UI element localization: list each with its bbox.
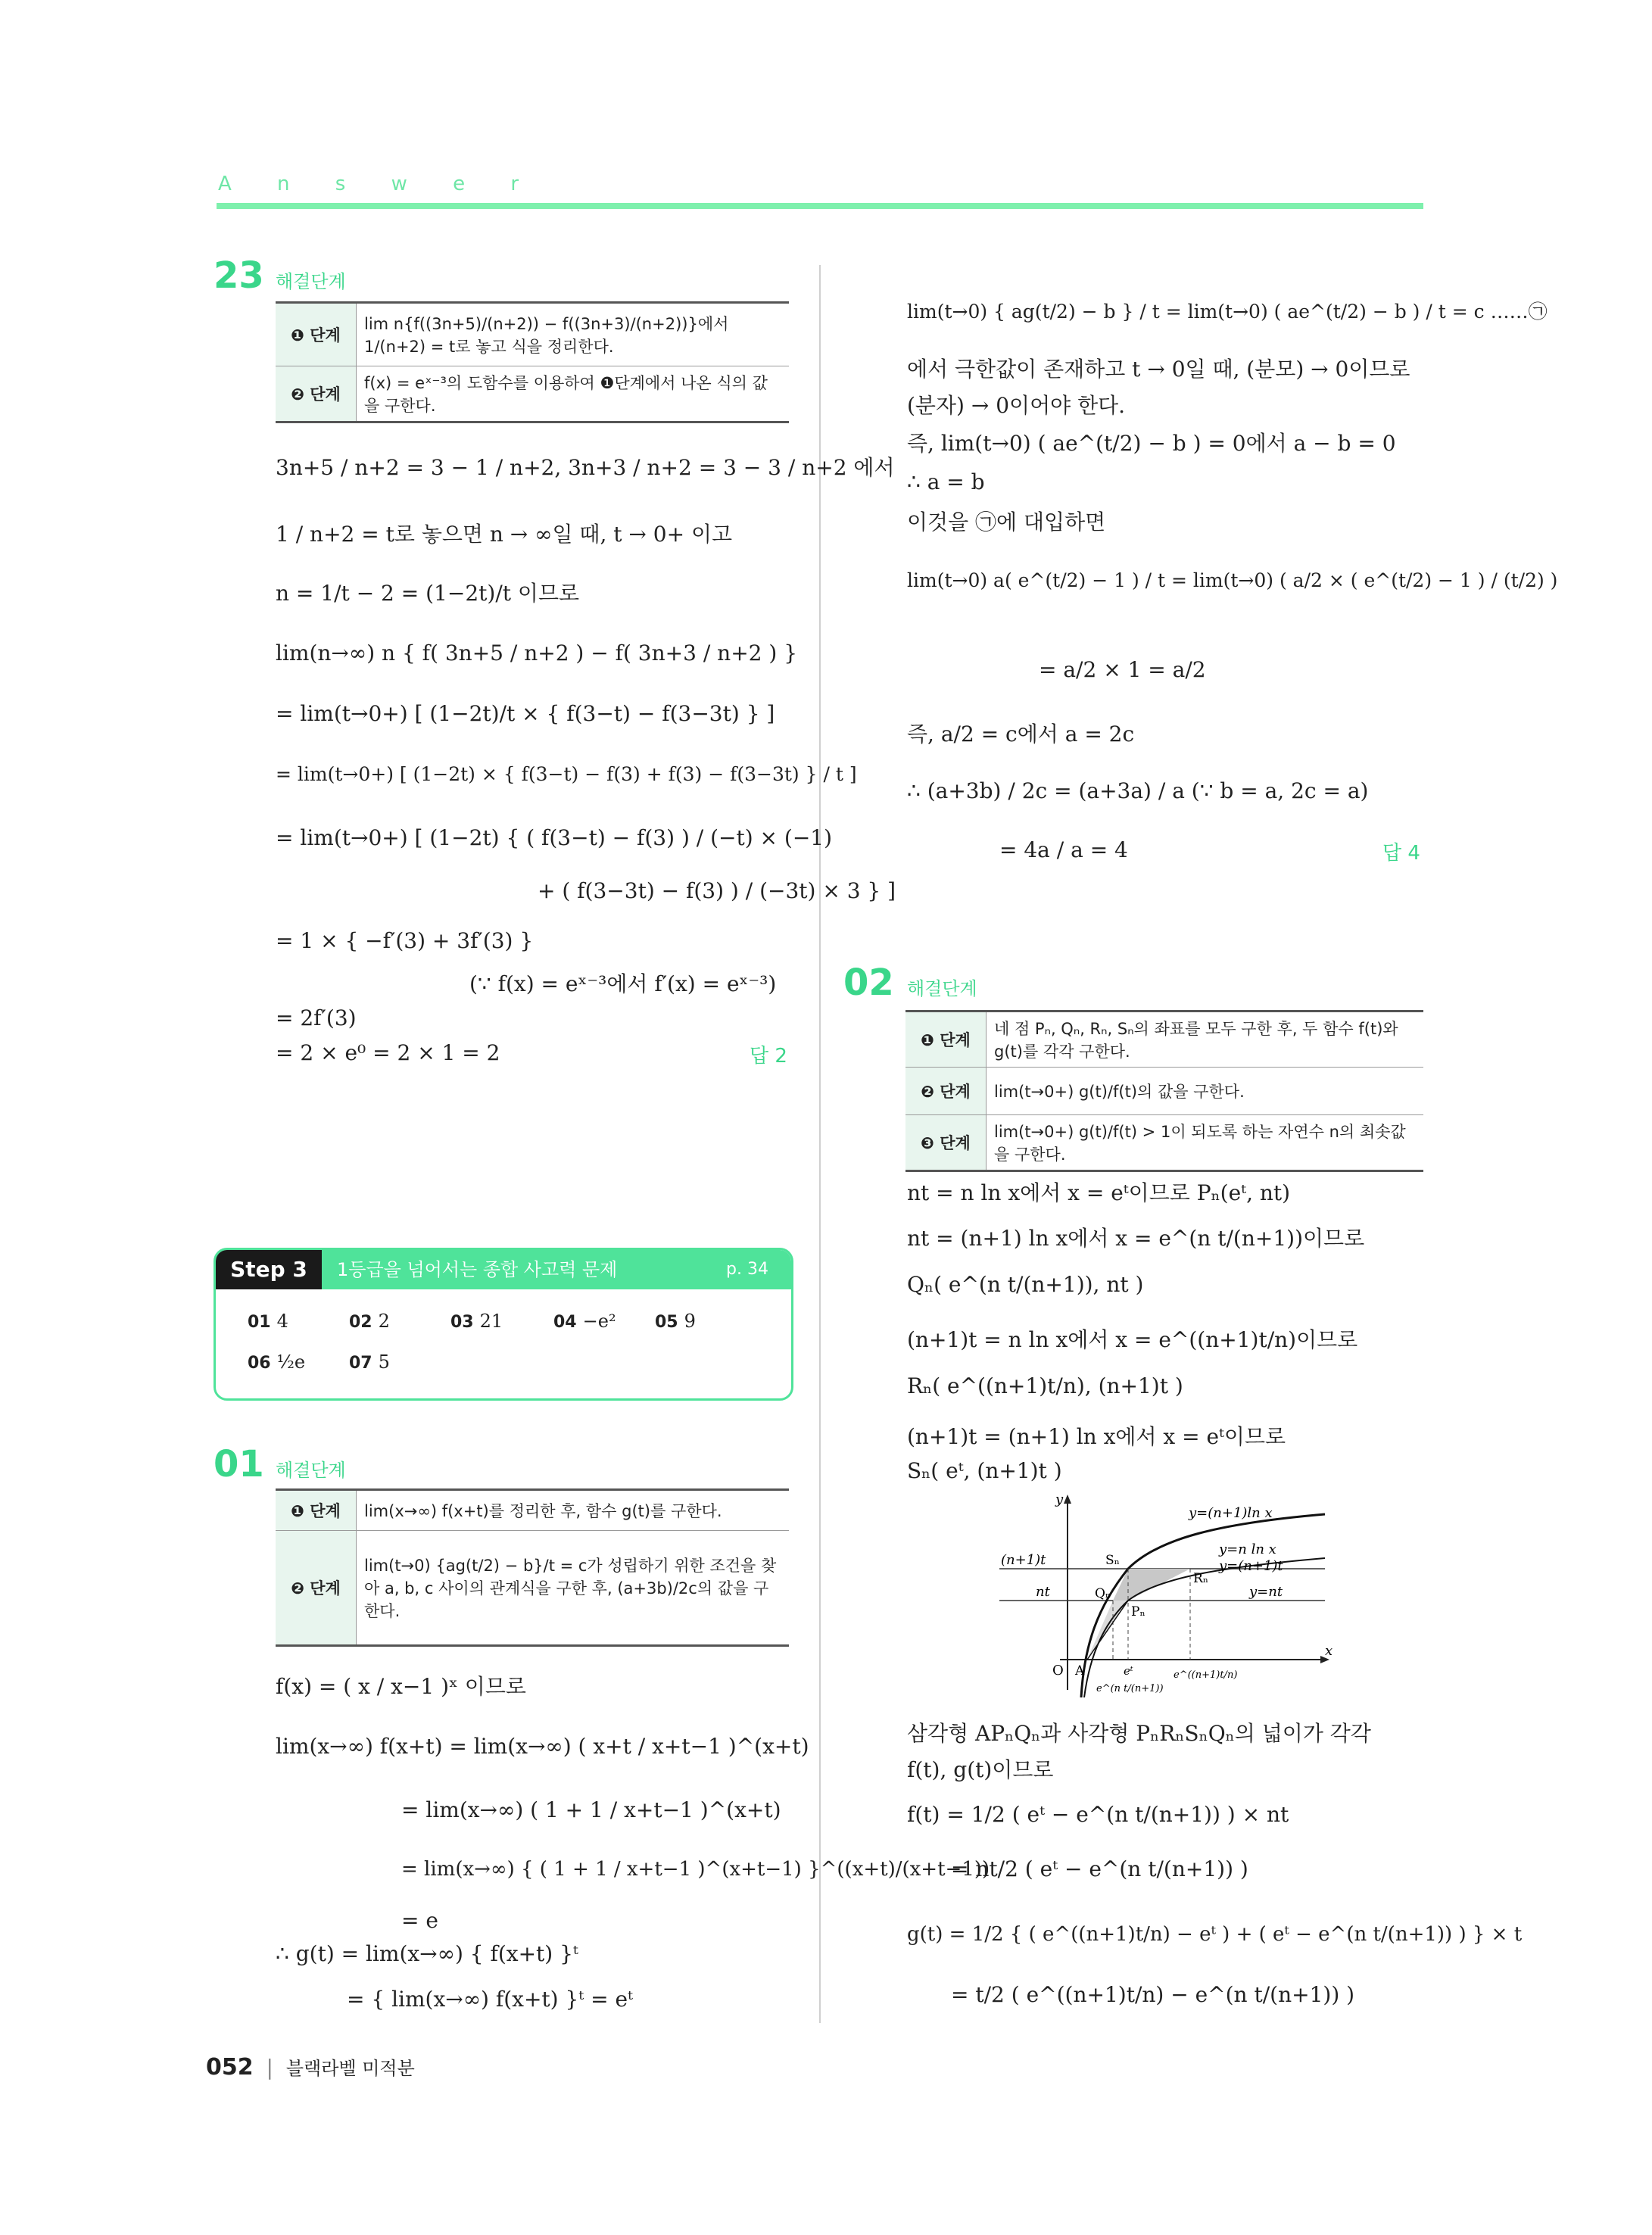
- q02-line-4: (n+1)t = n ln x에서 x = e^((n+1)t/n)이므로: [907, 1327, 1358, 1352]
- step-label: ❶ 단계: [276, 1490, 357, 1531]
- step-label: ❶ 단계: [905, 1012, 987, 1068]
- q23-line-1: 3n+5 / n+2 = 3 − 1 / n+2, 3n+3 / n+2 = 3 − 3 / n+2 에서: [276, 455, 895, 480]
- step-label: ❷ 단계: [276, 366, 357, 422]
- solution-steps-heading: 해결단계: [276, 1460, 346, 1481]
- page-number: 052: [206, 2054, 254, 2081]
- q23-step-row-1: [276, 303, 789, 366]
- answer-value: 5: [378, 1351, 390, 1373]
- q01-right-line-2: 에서 극한값이 존재하고 t → 0일 때, (분모) → 0이므로: [907, 357, 1410, 382]
- quick-answer-03: [450, 1311, 503, 1332]
- q23-line-3: n = 1/t − 2 = (1−2t)/t 이므로: [276, 581, 580, 606]
- step3-answer-box: [214, 1248, 793, 1401]
- q01-step-row-1: [276, 1490, 789, 1531]
- q23-line-11: = 2f′(3): [276, 1005, 357, 1030]
- q23-line-8: + ( f(3−3t) − f(3) ) / (−3t) × 3 } ]: [538, 878, 896, 903]
- q23-line-12: = 2 × e⁰ = 2 × 1 = 2: [276, 1040, 500, 1065]
- q01-right-line-10: ∴ (a+3b) / 2c = (a+3a) / a (∵ b = a, 2c = a): [907, 778, 1369, 803]
- y-axis-arrow: [1064, 1495, 1071, 1504]
- q01-line-3: = lim(x→∞) ( 1 + 1 / x+t−1 )^(x+t): [401, 1797, 781, 1822]
- step-label: ❷ 단계: [276, 1531, 357, 1646]
- answer-value: 9: [684, 1311, 696, 1332]
- q01-line-6: ∴ g(t) = lim(x→∞) { f(x+t) }ᵗ: [276, 1941, 578, 1966]
- q02-line2-4: = nt/2 ( eᵗ − e^(n t/(n+1)) ): [951, 1856, 1248, 1881]
- curve2-label: y=n ln x: [1219, 1541, 1276, 1557]
- step-text: lim(x→∞) f(x+t)를 정리한 후, 함수 g(t)를 구한다.: [357, 1490, 790, 1531]
- question-number-23: 23: [214, 254, 264, 297]
- answer-number: 01: [248, 1313, 271, 1332]
- q01-right-line-5: ∴ a = b: [907, 469, 985, 494]
- step-label: ❷ 단계: [905, 1068, 987, 1115]
- solution-steps-heading: 해결단계: [276, 271, 346, 292]
- q23-line-9: = 1 × { −f′(3) + 3f′(3) }: [276, 928, 534, 953]
- q23-line-10: (∵ f(x) = eˣ⁻³에서 f′(x) = eˣ⁻³): [469, 971, 777, 996]
- answer-number: 05: [655, 1313, 678, 1332]
- step-text: lim(t→0+) g(t)/f(t) > 1이 되도록 하는 자연수 n의 최솟값을 구한다.: [987, 1115, 1424, 1171]
- header-word: A n s w e r: [218, 173, 539, 195]
- q02-line2-6: = t/2 ( e^((n+1)t/n) − e^(n t/(n+1)) ): [951, 1982, 1355, 2007]
- answer-value: ½e: [276, 1351, 306, 1373]
- x-tick-1: eᵗ: [1124, 1664, 1133, 1678]
- q01-right-line-1: lim(t→0) { ag(t/2) − b } / t = lim(t→0) ( ae^(t/2) − b ) / t = c ……㉠: [907, 301, 1548, 323]
- answer-value: 2: [378, 1311, 390, 1332]
- q01-line-5: = e: [401, 1908, 438, 1933]
- step-text: f(x) = eˣ⁻³의 도함수를 이용하여 ❶단계에서 나온 식의 값을 구한다.: [357, 366, 790, 422]
- q01-right-line-8: = a/2 × 1 = a/2: [1039, 657, 1206, 682]
- answer-number: 04: [553, 1313, 577, 1332]
- quick-answer-02: [349, 1311, 390, 1332]
- q23-answer: 답 2: [750, 1045, 787, 1068]
- q01-step-row-2: [276, 1531, 789, 1646]
- q23-steps-table: [276, 301, 789, 423]
- header-rule: [217, 203, 1423, 209]
- line2-label: y=nt: [1249, 1584, 1283, 1600]
- q02-step-row-1: [905, 1012, 1423, 1068]
- point-p-label: Pₙ: [1131, 1604, 1145, 1619]
- quick-answer-07: [349, 1351, 390, 1373]
- x-tick-3: e^((n+1)t/n): [1174, 1669, 1238, 1681]
- q02-line2-5: g(t) = 1/2 { ( e^((n+1)t/n) − eᵗ ) + ( eᵗ − e^(n t/(n+1)) ) } × t: [907, 1923, 1523, 1946]
- answer-number: 02: [349, 1313, 372, 1332]
- q01-right-line-3: (분자) → 0이어야 한다.: [907, 393, 1126, 418]
- question-number-01: 01: [214, 1443, 264, 1485]
- q01-line-7: = { lim(x→∞) f(x+t) }ᵗ = eᵗ: [347, 1987, 633, 2012]
- point-r-label: Rₙ: [1193, 1571, 1209, 1586]
- x-axis-label: x: [1325, 1643, 1333, 1659]
- quick-answer-05: [655, 1311, 696, 1332]
- answer-value: 21: [479, 1311, 503, 1332]
- q02-steps-table: [905, 1010, 1423, 1172]
- q01-right-line-4: 즉, lim(t→0) ( ae^(t/2) − b ) = 0에서 a − b = 0: [907, 431, 1396, 456]
- footer-separator: |: [266, 2055, 273, 2080]
- answer-number: 07: [349, 1354, 372, 1373]
- quick-answer-01: [248, 1311, 288, 1332]
- step-label: ❸ 단계: [905, 1115, 987, 1171]
- q01-right-line-7: lim(t→0) a( e^(t/2) − 1 ) / t = lim(t→0) ( a/2 × ( e^(t/2) − 1 ) / (t/2) ): [907, 569, 1558, 591]
- q02-line-3: Qₙ( e^(n t/(n+1)), nt ): [907, 1272, 1144, 1297]
- column-divider: [819, 265, 821, 2023]
- step3-tag: Step 3: [216, 1250, 322, 1289]
- q01-line-4: = lim(x→∞) { ( 1 + 1 / x+t−1 )^(x+t−1) }^((x+t)/(x+t−1)): [401, 1858, 990, 1881]
- q02-line-2: nt = (n+1) ln x에서 x = e^(n t/(n+1))이므로: [907, 1226, 1365, 1251]
- answer-number: 06: [248, 1354, 271, 1373]
- point-s-label: Sₙ: [1105, 1553, 1121, 1568]
- q23-line-6: = lim(t→0+) [ (1−2t) × { f(3−t) − f(3) + f(3) − f(3−3t) } / t ]: [276, 763, 857, 785]
- q01-right-line-11: = 4a / a = 4: [999, 837, 1128, 862]
- origin-label: O: [1052, 1663, 1064, 1679]
- q02-line-6: (n+1)t = (n+1) ln x에서 x = eᵗ이므로: [907, 1424, 1286, 1449]
- step-label: ❶ 단계: [276, 303, 357, 366]
- question-number-02: 02: [843, 962, 894, 1004]
- step-text: lim n{f((3n+5)/(n+2)) − f((3n+3)/(n+2))}에서 1/(n+2) = t로 놓고 식을 정리한다.: [357, 303, 790, 366]
- y-tick-1: (n+1)t: [1001, 1552, 1046, 1568]
- answer-value: 4: [276, 1311, 288, 1332]
- q02-step-row-3: [905, 1115, 1423, 1171]
- q02-line2-2: f(t), g(t)이므로: [907, 1757, 1054, 1782]
- q01-right-line-6: 이것을 ㉠에 대입하면: [907, 510, 1106, 535]
- q23-line-2: 1 / n+2 = t로 놓으면 n → ∞일 때, t → 0+ 이고: [276, 522, 733, 547]
- y-tick-2: nt: [1036, 1584, 1050, 1600]
- quick-answer-04: [553, 1311, 616, 1332]
- step-text: lim(t→0) {ag(t/2) − b}/t = c가 성립하기 위한 조건을 찾아 a, b, c 사이의 관계식을 구한 후, (a+3b)/2c의 값을 구한다.: [357, 1531, 790, 1646]
- page-footer: [206, 2053, 415, 2081]
- q01-line-1: f(x) = ( x / x−1 )ˣ 이므로: [276, 1674, 526, 1699]
- q02-line2-3: f(t) = 1/2 ( eᵗ − e^(n t/(n+1)) ) × nt: [907, 1802, 1289, 1827]
- q23-line-5: = lim(t→0+) [ (1−2t)/t × { f(3−t) − f(3−3t) } ]: [276, 701, 775, 726]
- q02-graph: [992, 1493, 1340, 1697]
- step3-title: 1등급을 넘어서는 종합 사고력 문제: [337, 1259, 618, 1280]
- q02-line2-1: 삼각형 APₙQₙ과 사각형 PₙRₙSₙQₙ의 넓이가 각각: [907, 1721, 1371, 1746]
- point-q-label: Qₙ: [1095, 1586, 1111, 1601]
- q02-line-1: nt = n ln x에서 x = eᵗ이므로 Pₙ(eᵗ, nt): [907, 1180, 1291, 1205]
- q23-line-4: lim(n→∞) n { f( 3n+5 / n+2 ) − f( 3n+3 / n+2 ) }: [276, 641, 798, 666]
- quick-answer-06: [248, 1351, 305, 1373]
- answer-value: −e²: [582, 1311, 616, 1332]
- q01-answer: 답 4: [1382, 842, 1420, 865]
- q01-steps-table: [276, 1488, 789, 1647]
- answer-number: 03: [450, 1313, 474, 1332]
- step-text: 네 점 Pₙ, Qₙ, Rₙ, Sₙ의 좌표를 모두 구한 후, 두 함수 f(t)와 g(t)를 각각 구한다.: [987, 1012, 1424, 1068]
- q02-step-row-2: [905, 1068, 1423, 1115]
- q23-step-row-2: [276, 366, 789, 422]
- q02-line-7: Sₙ( eᵗ, (n+1)t ): [907, 1458, 1062, 1483]
- x-tick-2: e^(n t/(n+1)): [1096, 1683, 1164, 1694]
- q02-line-5: Rₙ( e^((n+1)t/n), (n+1)t ): [907, 1373, 1183, 1398]
- curve1-label: y=(n+1)ln x: [1189, 1505, 1273, 1521]
- y-axis-label: y: [1055, 1493, 1064, 1507]
- book-title: 블랙라벨 미적분: [285, 2058, 415, 2079]
- solution-steps-heading: 해결단계: [907, 978, 977, 999]
- line1-label: y=(n+1)t: [1219, 1558, 1283, 1574]
- step-text: lim(t→0+) g(t)/f(t)의 값을 구한다.: [987, 1068, 1424, 1115]
- q23-line-7: = lim(t→0+) [ (1−2t) { ( f(3−t) − f(3) ) / (−t) × (−1): [276, 825, 833, 850]
- step3-page-ref: p. 34: [726, 1260, 768, 1279]
- q01-line-2: lim(x→∞) f(x+t) = lim(x→∞) ( x+t / x+t−1 )^(x+t): [276, 1734, 809, 1759]
- point-a-label: A: [1075, 1663, 1085, 1679]
- q01-right-line-9: 즉, a/2 = c에서 a = 2c: [907, 722, 1135, 747]
